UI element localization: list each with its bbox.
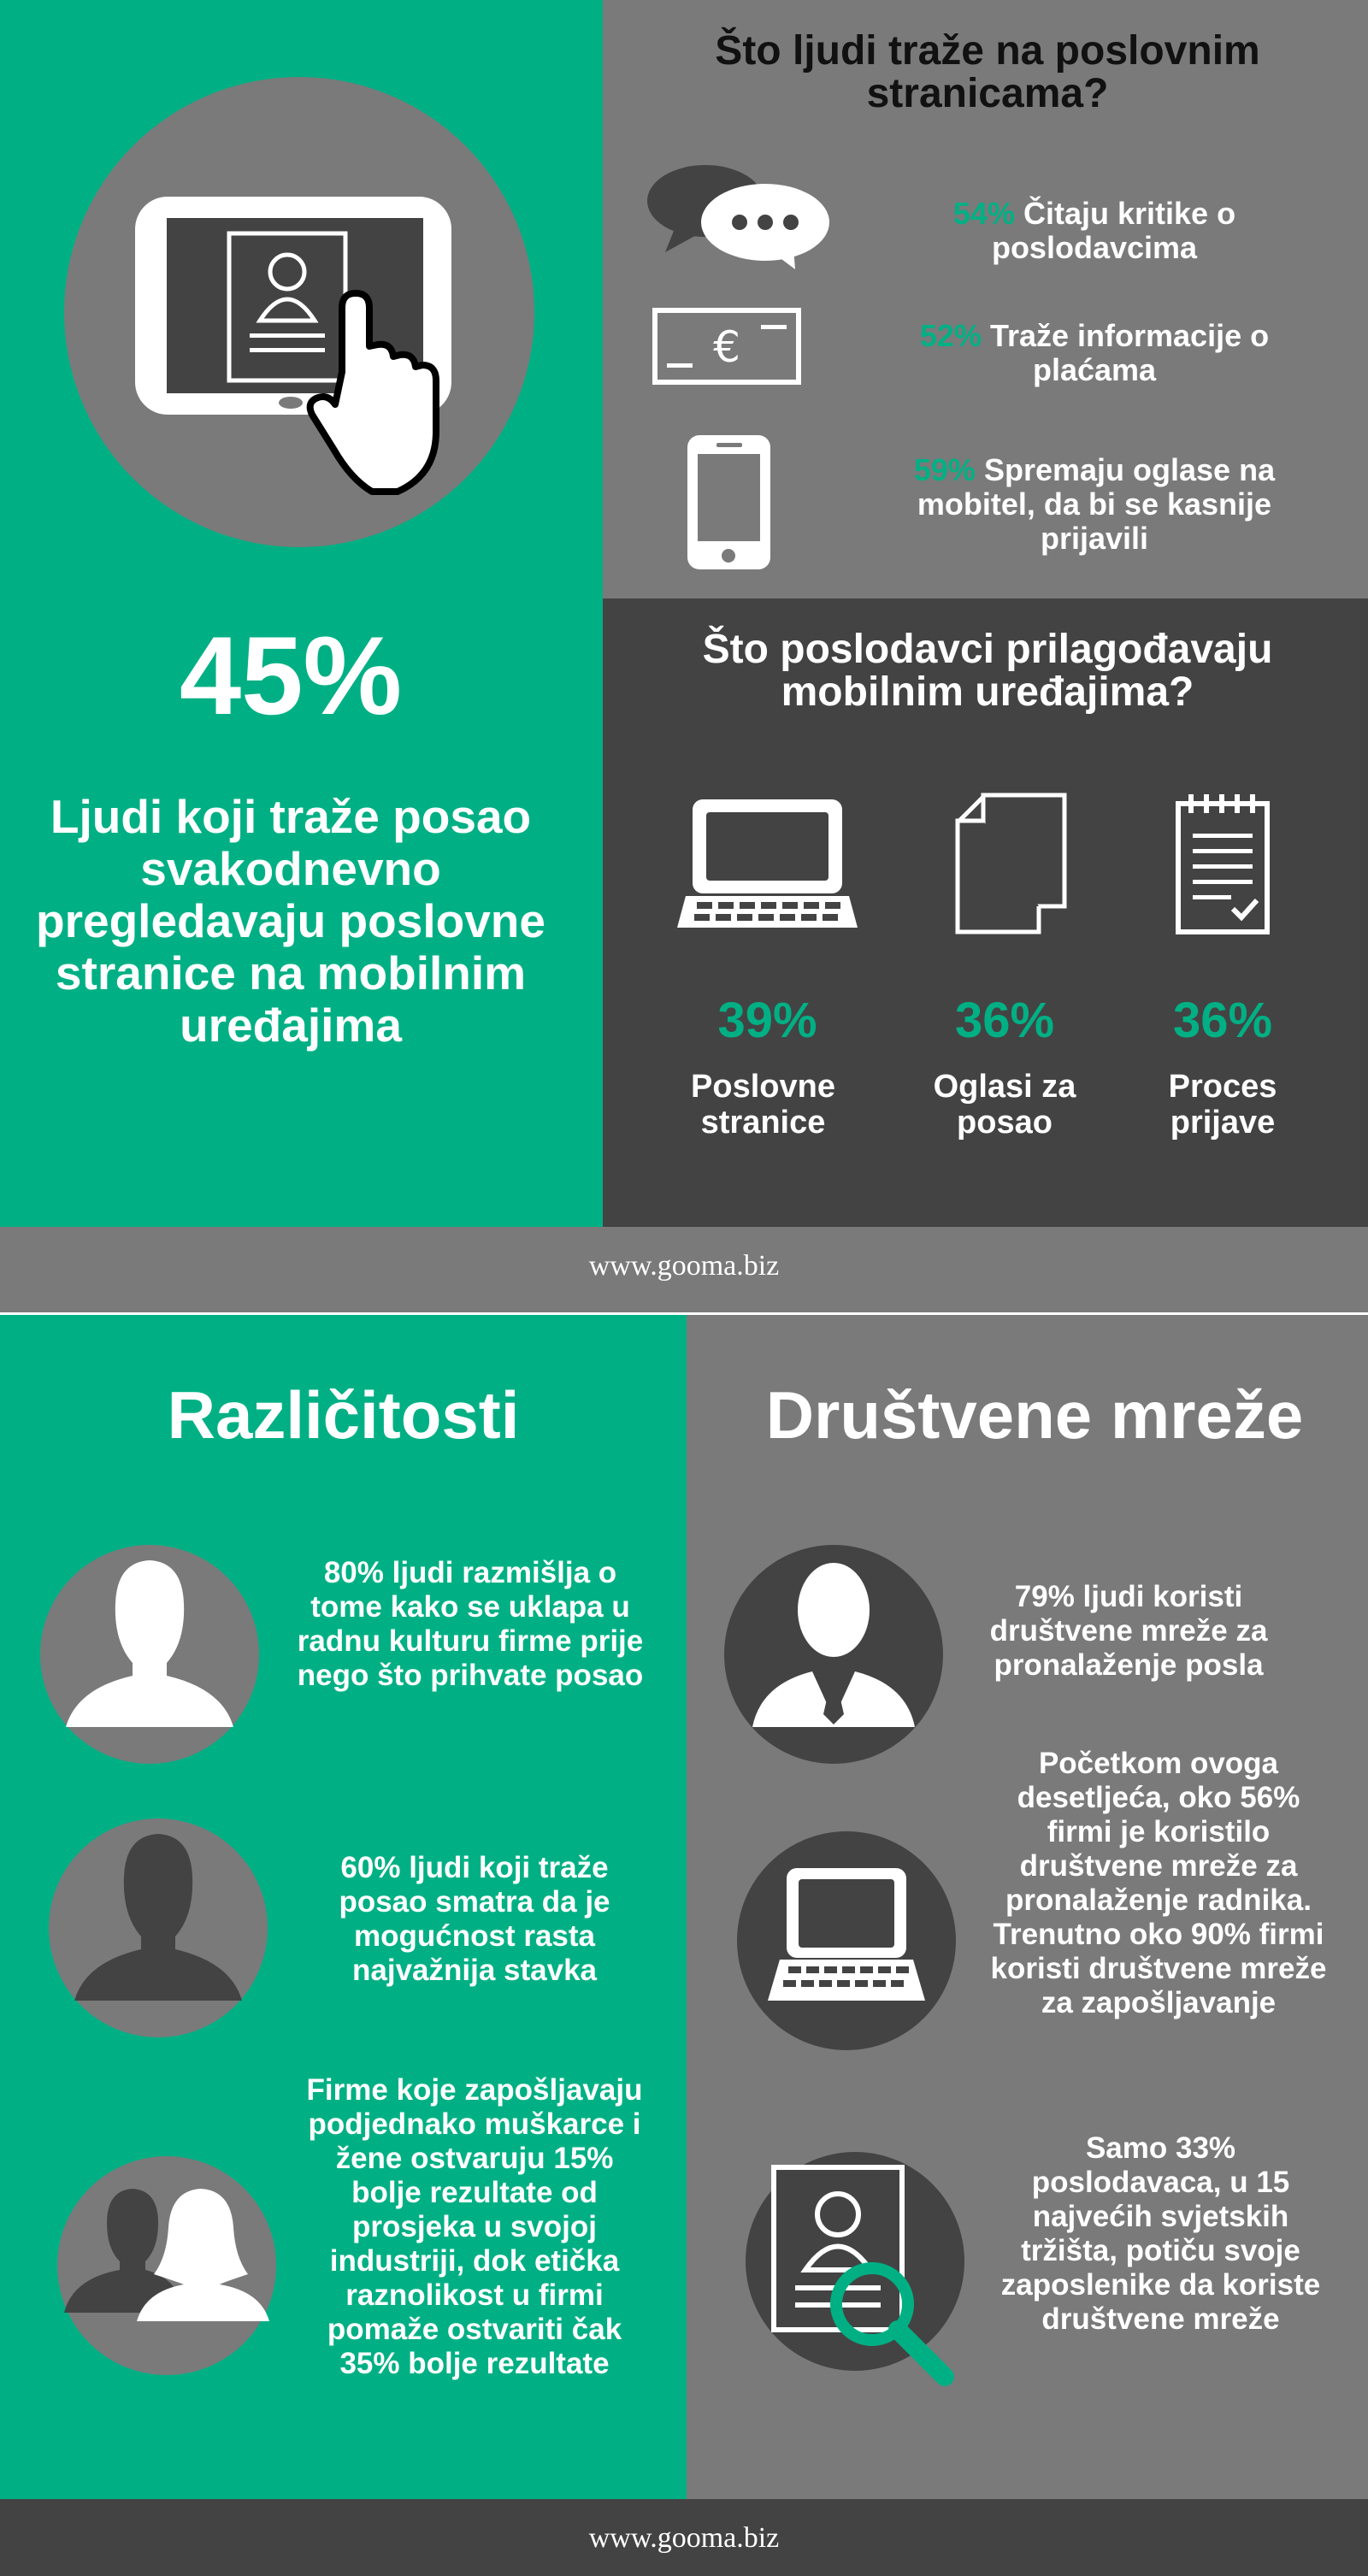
stat-item-3 [881, 453, 1308, 556]
diversity-text-3: Firme koje zapošljavaju podjednako muškarce i žene ostvaruju 15% bolje rezultate od prosjeka u svojoj industriji, dok etička raznolikost u firmi pomaže ostvariti čak 35% bolje rezultate [306, 2073, 643, 2380]
documents-icon [949, 791, 1073, 936]
diversity-text-2: 60% ljudi koji traže posao smatra da je mogućnost rasta najvažnija stavka [339, 1851, 610, 1987]
euro-banknote-icon [650, 304, 804, 389]
employers-label-3: Proces prijave [1168, 1069, 1277, 1141]
employers-pct-3: 36% [1172, 993, 1273, 1048]
mobile-phone-icon [684, 432, 774, 573]
left-caption: Ljudi koji traže posao svakodnevno pregledavaju poslovne stranice na mobilnim uređajima [35, 790, 545, 1052]
stat-text-2: Traže informacije o plaćama [989, 318, 1270, 387]
tablet-touch-icon [60, 73, 539, 551]
diversity-text-1: 80% ljudi razmišlja o tome kako se uklapa u radnu kulturu firme prije nego što prihvate posao [297, 1556, 644, 1692]
svg-text:€: € [713, 322, 740, 372]
footer-bottom-link[interactable]: www.gooma.biz [588, 2522, 780, 2554]
employers-pct-1: 39% [717, 993, 817, 1048]
stat-pct-1: 54% [952, 196, 1015, 231]
stat-item-2 [881, 319, 1308, 387]
diversity-title: Različitosti [167, 1377, 520, 1453]
employers-title: Što poslodavci prilagođavaju mobilnim uređajima? [702, 627, 1273, 715]
checklist-icon [1171, 791, 1274, 936]
social-text-3: Samo 33% poslodavaca, u 15 najvećih svjetskih tržišta, potiču svoje zaposlenike da koriste društvene mreže [1000, 2131, 1321, 2336]
stat-item-1 [881, 197, 1308, 265]
resume-magnifier-icon [744, 2150, 1017, 2424]
right-title: Što ljudi traže na poslovnim stranicama? [715, 28, 1260, 116]
employers-label-2: Oglasi za posao [933, 1069, 1076, 1141]
man-woman-icon [56, 2155, 278, 2377]
businessman-icon [722, 1543, 945, 1765]
stat-text-1: Čitaju kritike o poslodavcima [991, 196, 1236, 265]
speech-bubbles-icon [641, 162, 838, 274]
person-dark-icon [47, 1817, 269, 2039]
social-text-2: Početkom ovoga desetljeća, oko 56% firmi je koristilo društvene mreže za pronalaženje radnika. Trenutno oko 90% firmi koristi društvene mreže za zapošljavanje [990, 1747, 1327, 2019]
social-text-1: 79% ljudi koristi društvene mreže za pronalaženje posla [989, 1580, 1268, 1682]
stat-pct-3: 59% [913, 452, 976, 487]
left-percent: 45% [179, 613, 403, 738]
person-icon [38, 1543, 261, 1765]
employers-label-1: Poslovne stranice [691, 1069, 835, 1141]
laptop-icon [675, 795, 859, 932]
stat-text-3: Spremaju oglase na mobitel, da bi se kasnije prijavili [917, 452, 1276, 556]
laptop-icon [735, 1830, 958, 2052]
social-title: Društvene mreže [765, 1377, 1304, 1453]
stat-pct-2: 52% [919, 318, 982, 353]
footer-top-link[interactable]: www.gooma.biz [588, 1250, 780, 1282]
employers-pct-2: 36% [954, 993, 1055, 1048]
